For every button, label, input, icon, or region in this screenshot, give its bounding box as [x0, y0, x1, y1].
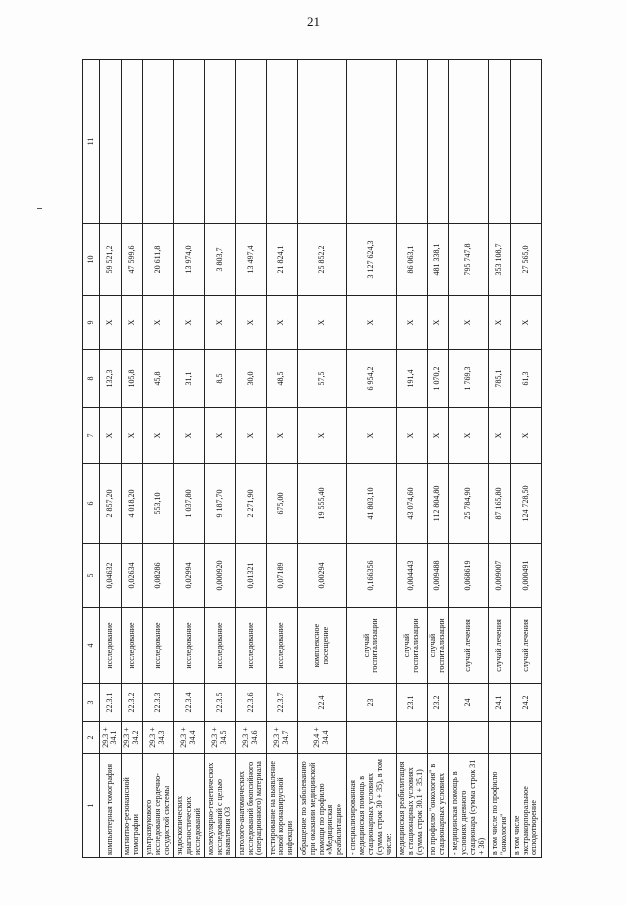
- table-cell-col1: медицинская реабилитация в стационарных условиях (сумма строк 30.1 + 35.1): [396, 754, 427, 858]
- table-cell-col11: [427, 60, 449, 224]
- table-cell-col9: X: [121, 296, 143, 350]
- header-cell: 10: [83, 224, 100, 296]
- table-cell-col5: 0,00294: [297, 544, 346, 608]
- table-cell-col9: X: [347, 296, 396, 350]
- table-cell-col4: исследование: [100, 608, 122, 684]
- table-cell-col5: 0,02634: [121, 544, 143, 608]
- table-cell-col8: 30,0: [236, 350, 267, 408]
- table-cell-col7: X: [297, 408, 346, 464]
- table-cell-col1: тестирование на выявление новой коронавирусной инфекции: [266, 754, 297, 858]
- table-cell-col2: 29.3 + 34.4: [174, 722, 205, 754]
- table-cell-col11: [449, 60, 489, 224]
- table-cell-col11: [121, 60, 143, 224]
- table-cell-col3: 22.3.6: [236, 684, 267, 722]
- table-row: [121, 60, 143, 858]
- table-cell-col8: 31,1: [174, 350, 205, 408]
- table-cell-col4: случай лечения: [489, 608, 511, 684]
- table-cell-col10: 47 599,6: [121, 224, 143, 296]
- table-cell-col8: 6 954,2: [347, 350, 396, 408]
- table-cell-col7: X: [449, 408, 489, 464]
- table-cell-col9: X: [205, 296, 236, 350]
- table-cell-col11: [266, 60, 297, 224]
- table-cell-col4: исследование: [205, 608, 236, 684]
- table-cell-col3: 22.3.4: [174, 684, 205, 722]
- table-cell-col4: случай лечения: [449, 608, 489, 684]
- table-cell-col9: X: [297, 296, 346, 350]
- table-cell-col1: молекулярно-генетических исследований с целью выявления ОЗ: [205, 754, 236, 858]
- table-cell-col5: 0,04632: [100, 544, 122, 608]
- table-cell-col2: [396, 722, 427, 754]
- table-cell-col3: 23: [347, 684, 396, 722]
- table-cell-col8: 57,5: [297, 350, 346, 408]
- table-cell-col1: обращение по заболеванию при оказании медицинской помощи по профилю «Медицинская реабилитация»: [297, 754, 346, 858]
- table-cell-col6: 41 803,10: [347, 464, 396, 544]
- table-cell-col10: 3 127 624,3: [347, 224, 396, 296]
- table-cell-col1: магнитно-резонансной томографии: [121, 754, 143, 858]
- table-row: [489, 60, 511, 858]
- table-cell-col11: [236, 60, 267, 224]
- table-cell-col10: 3 803,7: [205, 224, 236, 296]
- table-cell-col5: 0,166356: [347, 544, 396, 608]
- table-cell-col1: патолого-анатомических исследований биопсийного (операционного) материала: [236, 754, 267, 858]
- table-cell-col4: случай госпитализации: [396, 608, 427, 684]
- table-cell-col3: 22.3.5: [205, 684, 236, 722]
- table-cell-col9: X: [100, 296, 122, 350]
- table-cell-col5: 0,000920: [205, 544, 236, 608]
- table-cell-col11: [347, 60, 396, 224]
- table-cell-col8: 132,3: [100, 350, 122, 408]
- table-cell-col5: 0,07189: [266, 544, 297, 608]
- table-cell-col6: 4 018,20: [121, 464, 143, 544]
- table-cell-col10: 13 974,0: [174, 224, 205, 296]
- table-cell-col6: 124 728,50: [511, 464, 542, 544]
- table-row: [511, 60, 542, 858]
- table-row: [100, 60, 122, 858]
- table-cell-col3: 24.1: [489, 684, 511, 722]
- table-cell-col7: X: [396, 408, 427, 464]
- table-cell-col3: 23.1: [396, 684, 427, 722]
- table-cell-col7: X: [100, 408, 122, 464]
- table-cell-col6: 19 555,40: [297, 464, 346, 544]
- table-cell-col11: [205, 60, 236, 224]
- table-cell-col3: 24.2: [511, 684, 542, 722]
- header-cell: 6: [83, 464, 100, 544]
- table-cell-col9: X: [449, 296, 489, 350]
- table-cell-col6: 43 074,60: [396, 464, 427, 544]
- table-cell-col1: ультразвукового исследования сердечно-сосудистой системы: [143, 754, 174, 858]
- table-cell-col3: 22.3.7: [266, 684, 297, 722]
- table-row: [174, 60, 205, 858]
- table-row: [427, 60, 449, 858]
- table-cell-col11: [143, 60, 174, 224]
- table-cell-col9: X: [236, 296, 267, 350]
- table-cell-col11: [297, 60, 346, 224]
- header-cell: 2: [83, 722, 100, 754]
- table-cell-col4: исследование: [174, 608, 205, 684]
- table-cell-col6: 25 784,90: [449, 464, 489, 544]
- table-cell-col10: 86 063,1: [396, 224, 427, 296]
- table-cell-col4: исследование: [236, 608, 267, 684]
- table-cell-col7: X: [511, 408, 542, 464]
- header-cell: 9: [83, 296, 100, 350]
- table-cell-col5: 0,000491: [511, 544, 542, 608]
- table-cell-col8: 1 769,3: [449, 350, 489, 408]
- table-cell-col10: 25 852,2: [297, 224, 346, 296]
- table-cell-col5: 0,009007: [489, 544, 511, 608]
- table-cell-col2: [511, 722, 542, 754]
- table-cell-col8: 105,8: [121, 350, 143, 408]
- table-cell-col10: 20 611,8: [143, 224, 174, 296]
- header-cell: 11: [83, 60, 100, 224]
- table-cell-col3: 23.2: [427, 684, 449, 722]
- table-cell-col8: 191,4: [396, 350, 427, 408]
- table-cell-col8: 61,3: [511, 350, 542, 408]
- tariff-table: [82, 59, 542, 858]
- table-cell-col1: компьютерная томография: [100, 754, 122, 858]
- table-cell-col6: 87 165,80: [489, 464, 511, 544]
- table-cell-col4: случай госпитализации: [427, 608, 449, 684]
- table-row: [236, 60, 267, 858]
- table-cell-col9: X: [266, 296, 297, 350]
- table-cell-col10: 481 338,1: [427, 224, 449, 296]
- table-cell-col7: X: [121, 408, 143, 464]
- table-cell-col11: [396, 60, 427, 224]
- table-row: [143, 60, 174, 858]
- table-cell-col9: X: [511, 296, 542, 350]
- table-cell-col9: X: [489, 296, 511, 350]
- table-cell-col6: 2 857,20: [100, 464, 122, 544]
- table-cell-col8: 48,5: [266, 350, 297, 408]
- table-cell-col7: X: [143, 408, 174, 464]
- table-cell-col10: 13 497,4: [236, 224, 267, 296]
- header-cell: 4: [83, 608, 100, 684]
- table-row: [205, 60, 236, 858]
- table-cell-col3: 22.3.3: [143, 684, 174, 722]
- table-cell-col10: 21 824,1: [266, 224, 297, 296]
- table-cell-col5: 0,004443: [396, 544, 427, 608]
- table-cell-col3: 22.3.1: [100, 684, 122, 722]
- table-cell-col7: X: [347, 408, 396, 464]
- header-row: [83, 60, 100, 858]
- table-cell-col2: 29.4 + 34.4: [297, 722, 346, 754]
- table-cell-col6: 553,10: [143, 464, 174, 544]
- table-cell-col2: 29.3 + 34.7: [266, 722, 297, 754]
- table-cell-col1: по профилю "онкология" в стационарных условиях: [427, 754, 449, 858]
- table-cell-col10: 59 521,2: [100, 224, 122, 296]
- table-cell-col1: эндоскопических диагностических исследований: [174, 754, 205, 858]
- margin-mark: [37, 208, 42, 209]
- table-cell-col11: [511, 60, 542, 224]
- table-cell-col2: [427, 722, 449, 754]
- table-cell-col4: исследование: [121, 608, 143, 684]
- table-cell-col11: [489, 60, 511, 224]
- rotated-table-container: [82, 60, 542, 858]
- table-cell-col6: 1 037,80: [174, 464, 205, 544]
- table-cell-col2: 29.3 + 34.1: [100, 722, 122, 754]
- table-cell-col4: исследование: [143, 608, 174, 684]
- table-cell-col5: 0,08286: [143, 544, 174, 608]
- table-cell-col1: в том числе экстракорпоральное оплодотворение: [511, 754, 542, 858]
- header-cell: 5: [83, 544, 100, 608]
- table-cell-col9: X: [174, 296, 205, 350]
- table-cell-col8: 8,5: [205, 350, 236, 408]
- table-cell-col3: 24: [449, 684, 489, 722]
- table-cell-col9: X: [427, 296, 449, 350]
- table-cell-col10: 353 108,7: [489, 224, 511, 296]
- table-cell-col2: [347, 722, 396, 754]
- table-cell-col1: - медицинская помощь в условиях дневного стационара (сумма строк 31 + 36): [449, 754, 489, 858]
- table-cell-col8: 45,8: [143, 350, 174, 408]
- table-cell-col1: - специализированная медицинская помощь в стационарных условиях (сумма строк 30 + 35), в том числе:: [347, 754, 396, 858]
- table-row: [347, 60, 396, 858]
- table-cell-col2: 29.3 + 34.5: [205, 722, 236, 754]
- table-cell-col5: 0,02994: [174, 544, 205, 608]
- table-cell-col5: 0,01321: [236, 544, 267, 608]
- table-row: [297, 60, 346, 858]
- table-area: [82, 60, 542, 858]
- table-cell-col4: случай госпитализации: [347, 608, 396, 684]
- table-cell-col6: 9 187,70: [205, 464, 236, 544]
- table-cell-col6: 2 271,90: [236, 464, 267, 544]
- table-cell-col7: X: [266, 408, 297, 464]
- table-row: [266, 60, 297, 858]
- header-cell: 3: [83, 684, 100, 722]
- table-cell-col7: X: [489, 408, 511, 464]
- table-cell-col7: X: [174, 408, 205, 464]
- table-cell-col2: [449, 722, 489, 754]
- table-cell-col11: [100, 60, 122, 224]
- table-cell-col4: комплексное посещение: [297, 608, 346, 684]
- table-cell-col9: X: [143, 296, 174, 350]
- table-cell-col8: 785,1: [489, 350, 511, 408]
- table-cell-col5: 0,009488: [427, 544, 449, 608]
- table-cell-col2: [489, 722, 511, 754]
- table-cell-col4: случай лечения: [511, 608, 542, 684]
- table-cell-col3: 22.3.2: [121, 684, 143, 722]
- table-cell-col5: 0,068619: [449, 544, 489, 608]
- header-cell: 8: [83, 350, 100, 408]
- table-cell-col11: [174, 60, 205, 224]
- table-cell-col7: X: [205, 408, 236, 464]
- table-cell-col10: 795 747,8: [449, 224, 489, 296]
- header-cell: 7: [83, 408, 100, 464]
- table-cell-col9: X: [396, 296, 427, 350]
- table-cell-col1: в том числе по профилю "онкология": [489, 754, 511, 858]
- header-cell: 1: [83, 754, 100, 858]
- table-cell-col2: 29.3 + 34.6: [236, 722, 267, 754]
- table-cell-col2: 29.3 + 34.3: [143, 722, 174, 754]
- table-cell-col6: 112 804,80: [427, 464, 449, 544]
- table-cell-col6: 675,00: [266, 464, 297, 544]
- table-cell-col4: исследование: [266, 608, 297, 684]
- table-cell-col7: X: [427, 408, 449, 464]
- table-cell-col8: 1 070,2: [427, 350, 449, 408]
- table-row: [449, 60, 489, 858]
- page-number: 21: [307, 14, 320, 29]
- table-cell-col2: 29.3 + 34.2: [121, 722, 143, 754]
- table-row: [396, 60, 427, 858]
- table-cell-col7: X: [236, 408, 267, 464]
- table-cell-col3: 22.4: [297, 684, 346, 722]
- table-cell-col10: 27 565,0: [511, 224, 542, 296]
